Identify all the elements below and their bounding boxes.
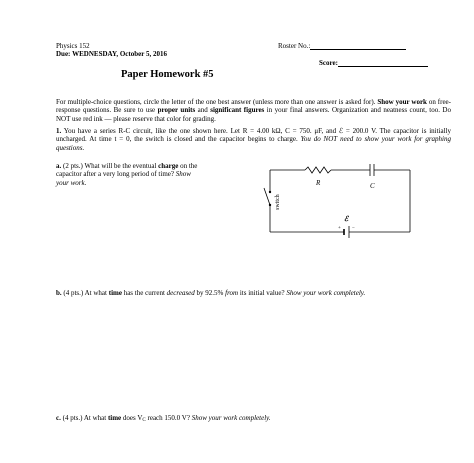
due-line: [56, 50, 167, 58]
problem-1-note-b: need to show your work for graphing questions.: [56, 135, 451, 152]
part-b-italic-from: from: [225, 289, 239, 297]
rc-circuit-diagram: [260, 160, 420, 240]
part-c-bold-time: time: [107, 414, 122, 422]
part-a-text-3: capacitor after a very long period of time?: [56, 170, 174, 179]
part-b-text-4: its initial value?: [239, 289, 285, 297]
part-c-subscript: C: [142, 418, 146, 423]
switch-label: switch: [275, 194, 281, 210]
part-b-text-2: has the current: [123, 289, 165, 297]
score-field: [319, 59, 428, 67]
roster-blank[interactable]: [310, 42, 406, 50]
switch-contact: [269, 191, 271, 193]
instructions-bold-units: proper units: [157, 106, 196, 115]
part-b: [56, 289, 456, 297]
part-c-italic-show-work: Show your work completely.: [191, 414, 271, 422]
part-a-italic-2: your work.: [56, 178, 87, 187]
resistor-label: R: [316, 179, 321, 187]
instructions-p2b: and: [195, 106, 211, 115]
resistor-symbol: [305, 167, 331, 173]
due-date: WEDNESDAY, October 5, 2016: [72, 50, 167, 58]
part-c-text-3: reach 150.0 V?: [147, 414, 190, 422]
instructions-bold-show-work: Show your work: [377, 98, 427, 106]
part-a-italic-1: Show: [175, 170, 191, 179]
part-a-text-1: What will be the eventual: [84, 162, 157, 170]
instructions-p1: For multiple-choice questions, circle the letter of the one best answer (unless more than one answer is asked for).: [56, 98, 376, 106]
part-b-label: b.: [56, 289, 62, 297]
battery-minus: −: [352, 226, 355, 231]
battery-plus: +: [338, 226, 341, 231]
part-c-text-2: does V: [122, 414, 143, 422]
instructions-p2c: in your final answers. Organization and neatness count, too. Do NOT use red ink — please reserve that color for grading.: [56, 106, 451, 123]
part-c-points: (4 pts.): [62, 414, 83, 422]
part-b-text-1: At what: [84, 289, 107, 297]
emf-label: ℰ: [344, 215, 349, 223]
instructions: [56, 98, 451, 123]
score-label: Score:: [319, 59, 338, 67]
problem-number: 1.: [56, 127, 62, 135]
part-a-label: a.: [56, 162, 62, 170]
capacitor-label: C: [370, 182, 375, 190]
part-b-text-3: by 92.5%: [196, 289, 224, 297]
due-label: Due:: [56, 50, 71, 58]
part-b-italic-show-work: Show your work completely.: [286, 289, 366, 297]
part-b-points: (4 pts.): [63, 289, 84, 297]
part-a: [56, 162, 234, 187]
problem-1-sentence-1: You have a series R-C circuit, like the one shown here. Let R = 4.00 kΩ, C = 750. μF, and ℰ = 200.0 V. The: [63, 127, 391, 135]
part-b-bold-time: time: [108, 289, 122, 297]
part-a-bold-charge: charge: [158, 162, 179, 170]
course-name: Physics 152: [56, 42, 90, 50]
part-a-points: (2 pts.): [63, 162, 83, 170]
switch-blade: [264, 188, 270, 205]
instructions-p2a: on free-response questions. Be sure to use: [56, 98, 451, 115]
roster-field: [278, 42, 406, 50]
part-c: [56, 414, 456, 422]
instructions-bold-sigfigs: significant figures: [210, 106, 265, 115]
part-a-text-2: on the: [180, 162, 198, 170]
problem-1-sentence-2: capacitor is initially uncharged. At time t = 0, the switch is closed and the capacitor begins to charge.: [56, 127, 451, 144]
page-title: Paper Homework #5: [121, 69, 214, 80]
switch-pivot: [269, 204, 271, 206]
part-c-text-1: At what: [83, 414, 107, 422]
part-c-label: c.: [56, 414, 61, 422]
problem-1-statement: [56, 127, 451, 152]
score-blank[interactable]: [338, 59, 428, 67]
part-b-italic-decreased: decreased: [166, 289, 195, 297]
roster-label: Roster No.:: [278, 42, 311, 50]
problem-1-note-a: You do NOT: [297, 135, 338, 144]
